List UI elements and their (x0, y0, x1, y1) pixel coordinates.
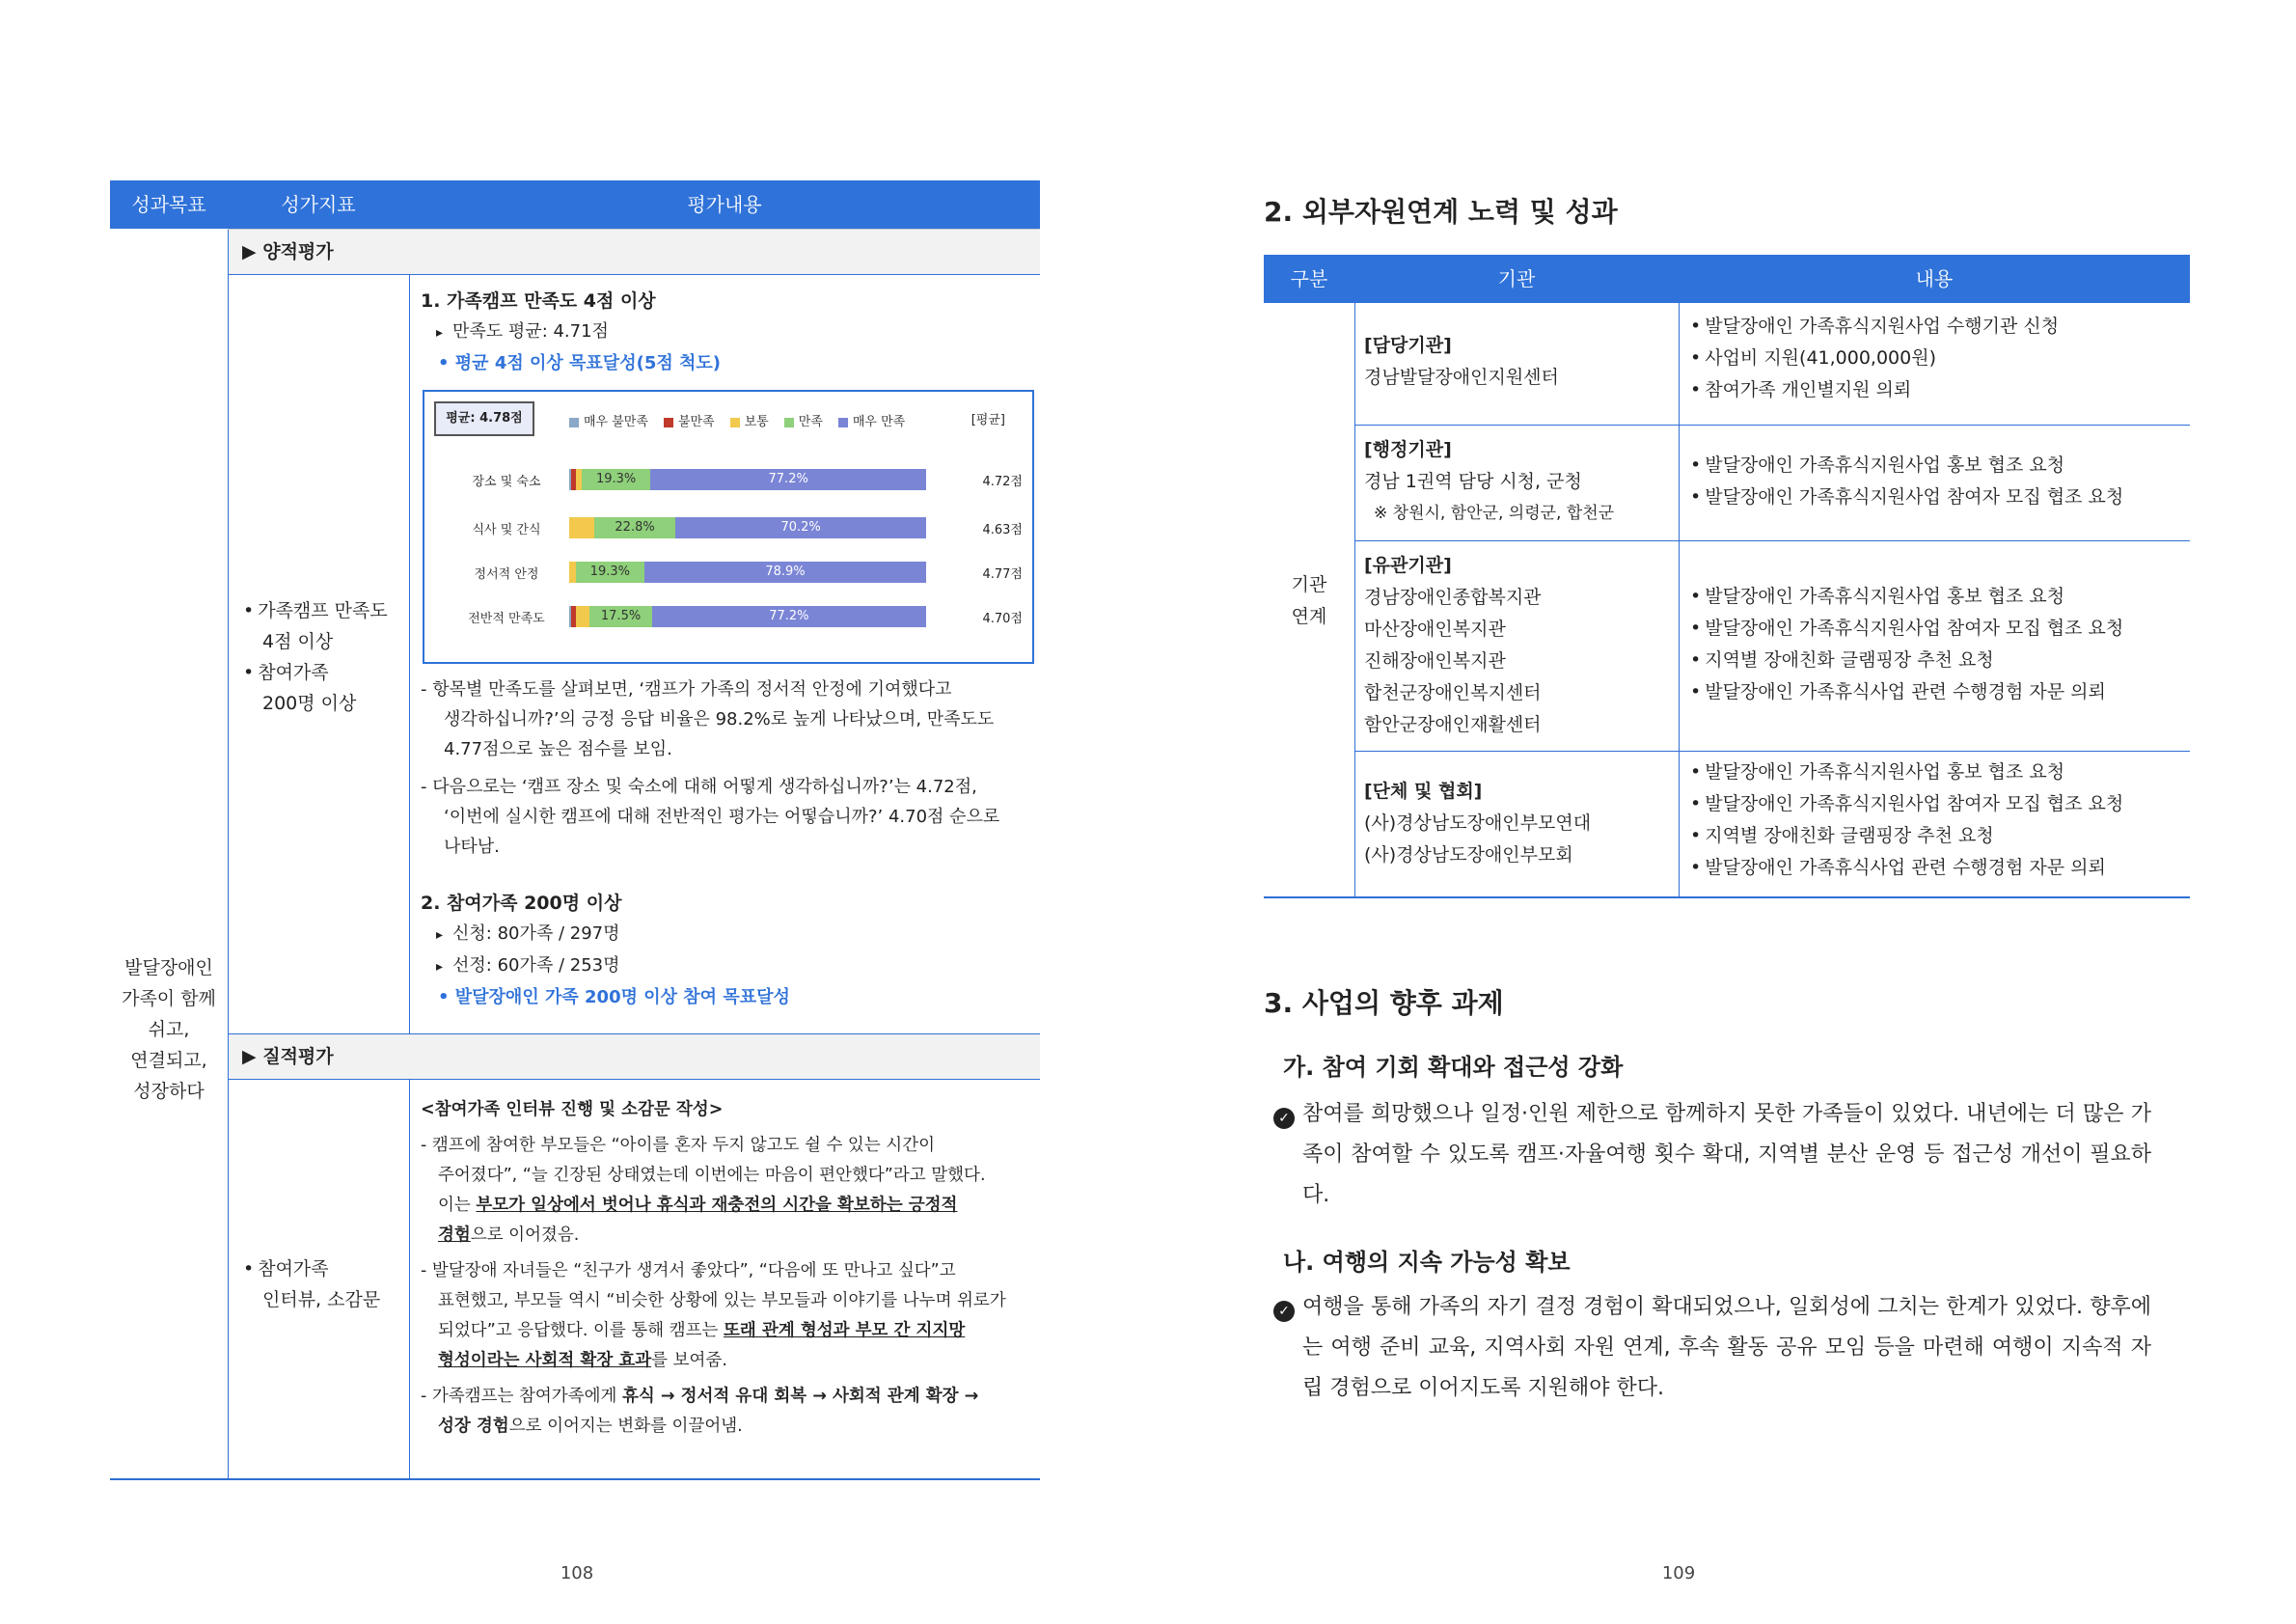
org-cell (1364, 550, 1542, 741)
subsection-1-title: 가. 참여 기회 확대와 접근성 강화 (1283, 1054, 1624, 1081)
goal-line: 성장하다 (133, 1081, 205, 1102)
page-number: 109 (1661, 1563, 1696, 1583)
qual-title: <참여가족 인터뷰 진행 및 소감문 작성> (421, 1100, 724, 1119)
qual-line (421, 1412, 1038, 1442)
section-quantitative: ▶ 양적평가 (229, 230, 1040, 274)
quant-paragraph-line: - 다음으로는 ‘캠프 장소 및 숙소에 대해 어떻게 생각하십니까?’는 4.72점, (421, 777, 977, 797)
legend-item (664, 411, 715, 429)
chart-category-label: 식사 및 간식 (472, 523, 541, 537)
header-goal: 성과목표 (131, 193, 206, 216)
chart-average-header: [평균] (970, 413, 1005, 427)
indicators-qualitative (243, 1253, 407, 1315)
legend-swatch (664, 418, 673, 427)
content-item: • 발달장애인 가족휴식지원사업 홍보 협조 요청 (1690, 757, 2123, 788)
content-cell (1690, 311, 2059, 406)
org-name: 경남발달장애인지원센터 (1364, 367, 1559, 388)
chart-bar-segment: 19.3% (582, 469, 650, 490)
legend-item (838, 411, 905, 429)
qual-text: - 가족캠프는 참여가족에게 (421, 1387, 622, 1406)
org-title: [유관기관] (1364, 555, 1452, 576)
qualitative-content (421, 1095, 1038, 1442)
content-item: • 발달장애인 가족휴식사업 관련 수행경험 자문 의뢰 (1690, 852, 2123, 884)
legend-swatch (838, 418, 848, 427)
qual-line: 주어졌다”, “늘 긴장된 상태였는데 이번에는 마음이 편안했다”라고 말했다. (438, 1166, 986, 1185)
quantitative-content-bottom (421, 674, 1028, 1012)
quant-heading-1: 1. 가족캠프 만족도 4점 이상 (421, 290, 656, 312)
page-number: 108 (560, 1563, 594, 1583)
legend-item (784, 411, 823, 429)
org-title: [단체 및 협회] (1364, 781, 1483, 802)
org-cell (1364, 434, 1614, 530)
qual-text: 으로 이어지는 변화를 이끌어냄. (508, 1417, 743, 1436)
qual-text: 되었다”고 응답했다. 이를 통해 캠프는 (438, 1321, 724, 1340)
quant-paragraph-line: 4.77점으로 높은 점수를 보임. (444, 739, 672, 759)
legend-label: 보통 (744, 415, 769, 429)
chart-average-value: 4.77점 (982, 567, 1023, 582)
qual-line (421, 1191, 1038, 1221)
qual-text: 를 보여줌. (651, 1351, 727, 1370)
indicators-quantitative (243, 595, 407, 719)
org-name: 마산장애인복지관 (1364, 619, 1506, 640)
content-item: • 발달장애인 가족휴식지원사업 수행기관 신청 (1690, 311, 2059, 343)
qual-text: 으로 이어졌음. (470, 1225, 580, 1245)
quant-paragraph-line: 생각하십니까?’의 긍정 응답 비율은 98.2%로 높게 나타났으며, 만족도도 (444, 709, 995, 729)
quant-paragraph-line: ‘이번에 실시한 캠프에 대해 전반적인 평가는 어떻습니까?’ 4.70점 순으로 (444, 807, 1000, 827)
category-line: 연계 (1291, 606, 1327, 627)
header-evaluation: 평가내용 (687, 193, 762, 216)
org-name: 함안군장애인재활센터 (1364, 714, 1542, 735)
goal-line: 가족이 함께 (122, 988, 216, 1009)
external-resources-table (1264, 255, 2190, 898)
table-header (110, 180, 1040, 229)
chart-bar-segment: 70.2% (675, 517, 926, 538)
org-title: [담당기관] (1364, 335, 1452, 356)
performance-table (110, 180, 1040, 1480)
qual-text: 이는 (438, 1196, 477, 1215)
content-item: • 참여가족 개인별지원 의뢰 (1690, 374, 2059, 406)
qual-emphasis: 성장 경험 (438, 1417, 509, 1436)
legend-label: 매우 만족 (852, 415, 906, 429)
quant-paragraph-line: 나타남. (444, 837, 500, 857)
chart-bar-segment (576, 606, 589, 627)
quant-target-achieved: • 평균 4점 이상 목표달성(5점 척도) (438, 353, 721, 373)
qual-emphasis: 또래 관계 형성과 부모 간 지지망 (724, 1321, 966, 1340)
category-cell (1264, 569, 1354, 633)
chart-average-box: 평균: 4.78점 (434, 401, 534, 436)
quant-line: ▸ 신청: 80가족 / 297명 (421, 919, 1028, 950)
legend-swatch (784, 418, 794, 427)
qual-line (421, 1346, 1038, 1376)
chart-average-value: 4.72점 (982, 475, 1023, 489)
org-name: 경남 1권역 담당 시청, 군청 (1364, 471, 1582, 492)
header-indicator: 성가지표 (281, 193, 356, 216)
goal-line: 발달장애인 (124, 957, 213, 978)
chart-bar (569, 517, 926, 538)
chart-bar-segment: 78.9% (644, 562, 926, 583)
indicator-item: • 참여가족 (243, 657, 407, 688)
content-item: • 발달장애인 가족휴식지원사업 참여자 모집 협조 요청 (1690, 613, 2123, 645)
quant-line: ▸ 선정: 60가족 / 253명 (421, 950, 1028, 982)
content-cell (1690, 450, 2123, 513)
content-item: • 발달장애인 가족휴식지원사업 참여자 모집 협조 요청 (1690, 788, 2123, 820)
qual-emphasis: 부모가 일상에서 벗어나 휴식과 재충전의 시간을 확보하는 긍정적 (476, 1196, 958, 1215)
header-category: 구분 (1290, 267, 1328, 290)
section-title-2: 2. 외부자원연계 노력 및 성과 (1264, 196, 1618, 228)
goal-line: 연결되고, (130, 1050, 207, 1071)
org-name: (사)경상남도장애인부모연대 (1364, 812, 1592, 834)
org-title: [행정기관] (1364, 439, 1452, 460)
indicator-item: • 가족캠프 만족도 (243, 595, 407, 626)
qual-line (421, 1221, 1038, 1251)
chart-category-label: 정서적 안정 (474, 567, 539, 582)
qual-line: - 발달장애 자녀들은 “친구가 생겨서 좋았다”, “다음에 또 만나고 싶다”고 (421, 1261, 956, 1280)
qual-emphasis: 형성이라는 사회적 확장 효과 (438, 1351, 652, 1370)
legend-label: 만족 (798, 415, 823, 429)
legend-swatch (569, 418, 579, 427)
qual-line: 표현했고, 부모들 역시 “비슷한 상황에 있는 부모들과 이야기를 나누며 위로가 (438, 1291, 1006, 1310)
qual-emphasis: 경험 (438, 1225, 471, 1245)
content-item: • 지역별 장애친화 글램핑장 추천 요청 (1690, 820, 2123, 852)
legend-label: 매우 불만족 (584, 415, 648, 429)
legend-item (569, 411, 648, 429)
quant-heading-2: 2. 참여가족 200명 이상 (421, 893, 622, 914)
content-item: • 발달장애인 가족휴식지원사업 홍보 협조 요청 (1690, 450, 2123, 482)
table-header (1264, 255, 2190, 303)
check-circle-icon: ✓ (1273, 1301, 1295, 1322)
org-name: 경남장애인종합복지관 (1364, 587, 1542, 608)
subsection-2-title: 나. 여행의 지속 가능성 확보 (1283, 1249, 1571, 1276)
content-item: • 발달장애인 가족휴식지원사업 참여자 모집 협조 요청 (1690, 482, 2123, 513)
chart-bar-segment: 77.2% (650, 469, 926, 490)
org-cell (1364, 776, 1591, 871)
chart-average-value: 4.70점 (982, 612, 1023, 626)
quant-paragraph-line: - 항목별 만족도를 살펴보면, ‘캠프가 가족의 정서적 안정에 기여했다고 (421, 679, 952, 700)
satisfaction-chart (423, 390, 1034, 664)
section-qualitative: ▶ 질적평가 (229, 1034, 1040, 1079)
content-cell (1690, 581, 2123, 708)
header-content: 내용 (1915, 267, 1954, 290)
chart-legend (569, 411, 905, 429)
indicator-item: • 참여가족 (243, 1253, 407, 1284)
chart-bar (569, 469, 926, 490)
quantitative-content-top (421, 287, 1028, 378)
chart-bar-segment (569, 562, 576, 583)
org-name: 진해장애인복지관 (1364, 650, 1506, 672)
header-organization: 기관 (1497, 267, 1536, 290)
chart-bar (569, 562, 926, 583)
content-item: • 사업비 지원(41,000,000원) (1690, 343, 2059, 374)
quant-line: ▸ 만족도 평균: 4.71점 (421, 317, 1028, 348)
content-item: • 발달장애인 가족휴식지원사업 홍보 협조 요청 (1690, 581, 2123, 613)
section-title-3: 3. 사업의 향후 과제 (1264, 987, 1504, 1019)
subsection-1-paragraph: 참여를 희망했으나 일정·인원 제한으로 함께하지 못한 가족들이 있었다. 내년에는 더 많은 가족이 참여할 수 있도록 캠프·자율여행 횟수 확대, 지역별 분산 운영 등 접근성 개선이 필요하다. (1302, 1102, 2151, 1207)
right-page (1148, 0, 2296, 1624)
chart-bar-segment: 77.2% (652, 606, 926, 627)
content-item: • 지역별 장애친화 글램핑장 추천 요청 (1690, 645, 2123, 676)
chart-bar-segment (569, 517, 594, 538)
qual-line (421, 1382, 1038, 1412)
chart-bar-segment: 19.3% (576, 562, 644, 583)
chart-average-value: 4.63점 (982, 523, 1023, 537)
subsection-2-paragraph: 여행을 통해 가족의 자기 결정 경험이 확대되었으나, 일회성에 그치는 한계가 있었다. 향후에는 여행 준비 교육, 지역사회 자원 연계, 후속 활동 공유 모임 등을 마련해 여행이 지속적 자립 경험으로 이어지도록 지원해야 한다. (1302, 1295, 2151, 1400)
category-line: 기관 (1291, 574, 1327, 595)
org-cell (1364, 330, 1559, 394)
quant-target-achieved: • 발달장애인 가족 200명 이상 참여 목표달성 (438, 987, 790, 1007)
check-circle-icon: ✓ (1273, 1108, 1295, 1129)
legend-item (730, 411, 769, 429)
qual-line: - 캠프에 참여한 부모들은 “아이를 혼자 두지 않고도 쉴 수 있는 시간이 (421, 1136, 936, 1155)
indicator-item: 인터뷰, 소감문 (262, 1289, 381, 1310)
org-note: ※ 창원시, 함안군, 의령군, 합천군 (1374, 504, 1615, 523)
indicator-item: 200명 이상 (262, 693, 357, 714)
chart-bar-segment: 22.8% (594, 517, 675, 538)
org-name: (사)경상남도장애인부모회 (1364, 844, 1573, 866)
content-item: • 발달장애인 가족휴식사업 관련 수행경험 자문 의뢰 (1690, 676, 2123, 708)
chart-bar (569, 606, 926, 627)
legend-label: 불만족 (677, 415, 715, 429)
indicator-item: 4점 이상 (262, 631, 334, 652)
legend-swatch (730, 418, 740, 427)
goal-line: 쉬고, (148, 1019, 190, 1040)
org-name: 합천군장애인복지센터 (1364, 682, 1542, 703)
chart-category-label: 전반적 만족도 (468, 612, 545, 626)
chart-bar-segment: 17.5% (589, 606, 651, 627)
qual-line (421, 1316, 1038, 1346)
content-cell (1690, 757, 2123, 884)
performance-goal (110, 952, 228, 1107)
chart-category-label: 장소 및 숙소 (472, 475, 541, 489)
qual-emphasis: 휴식 → 정서적 유대 회복 → 사회적 관계 확장 → (621, 1387, 979, 1406)
